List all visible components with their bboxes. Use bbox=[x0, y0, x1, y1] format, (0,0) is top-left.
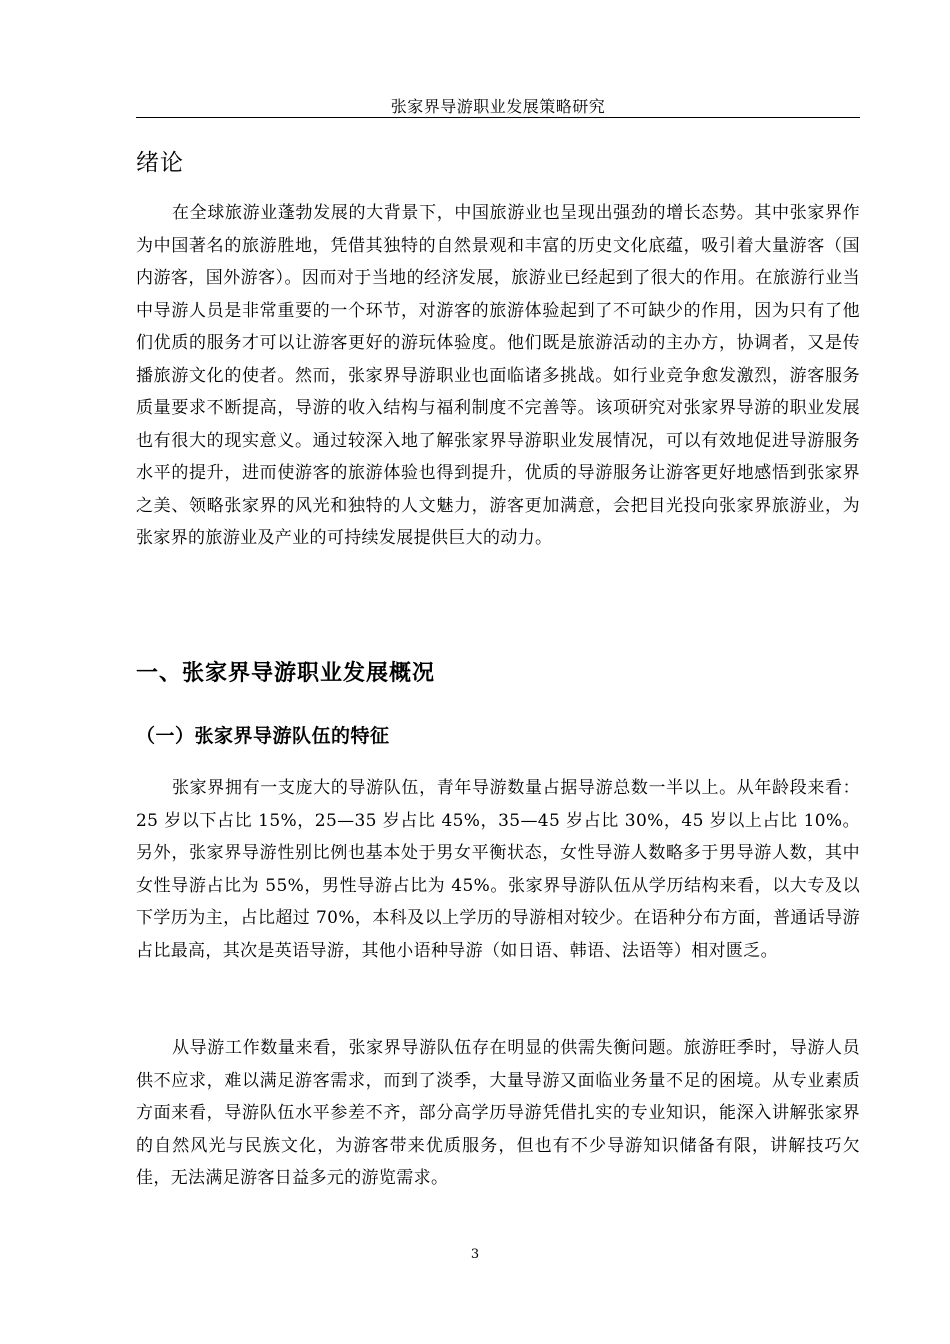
header-rule bbox=[136, 117, 860, 118]
intro-paragraph: 在全球旅游业蓬勃发展的大背景下，中国旅游业也呈现出强劲的增长态势。其中张家界作为中国著名的旅游胜地，凭借其独特的自然景观和丰富的历史文化底蕴，吸引着大量游客（国内游客，国外游客）。因而对于当地的经济发展，旅游业已经起到了很大的作用。在旅游行业当中导游人员是非常重要的一个环节，对游客的旅游体验起到了不可缺少的作用，因为只有了他们优质的服务才可以让游客更好的游玩体验度。他们既是旅游活动的主办方，协调者，又是传播旅游文化的使者。然而，张家界导游职业也面临诸多挑战。如行业竞争愈发激烈，游客服务质量要求不断提高，导游的收入结构与福利制度不完善等。该项研究对张家界导游的职业发展也有很大的现实意义。通过较深入地了解张家界导游职业发展情况，可以有效地促进导游服务水平的提升，进而使游客的旅游体验也得到提升，优质的导游服务让游客更好地感悟到张家界之美、领略张家界的风光和独特的人文魅力，游客更加满意，会把目光投向张家界旅游业，为张家界的旅游业及产业的可持续发展提供巨大的动力。 bbox=[136, 203, 860, 548]
page-number: 3 bbox=[470, 1247, 480, 1262]
section-heading: 一、张家界导游职业发展概况 bbox=[136, 661, 436, 686]
running-header: 张家界导游职业发展策略研究 bbox=[390, 97, 606, 116]
body-paragraph-2: 从导游工作数量来看，张家界导游队伍存在明显的供需失衡问题。旅游旺季时，导游人员供不应求，难以满足游客需求，而到了淡季，大量导游又面临业务量不足的困境。从专业素质方面来看，导游队伍水平参差不齐，部分高学历导游凭借扎实的专业知识，能深入讲解张家界的自然风光与民族文化，为游客带来优质服务，但也有不少导游知识储备有限，讲解技巧欠佳，无法满足游客日益多元的游览需求。 bbox=[136, 1038, 860, 1188]
intro-heading: 绪论 bbox=[136, 150, 184, 176]
body-paragraph-1: 张家界拥有一支庞大的导游队伍，青年导游数量占据导游总数一半以上。从年龄段来看：25 岁以下占比 15%，25—35 岁占比 45%，35—45 岁占比 30%，45 岁以上占比 10%。另外，张家界导游性别比例也基本处于男女平衡状态，女性导游人数略多于男导游人数，其中女性导游占比为 55%，男性导游占比为 45%。张家界导游队伍从学历结构来看，以大专及以下学历为主，占比超过 70%，本科及以上学历的导游相对较少。在语种分布方面，普通话导游占比最高，其次是英语导游，其他小语种导游（如日语、韩语、法语等）相对匮乏。 bbox=[136, 778, 860, 961]
subsection-heading: （一）张家界导游队伍的特征 bbox=[136, 725, 390, 747]
